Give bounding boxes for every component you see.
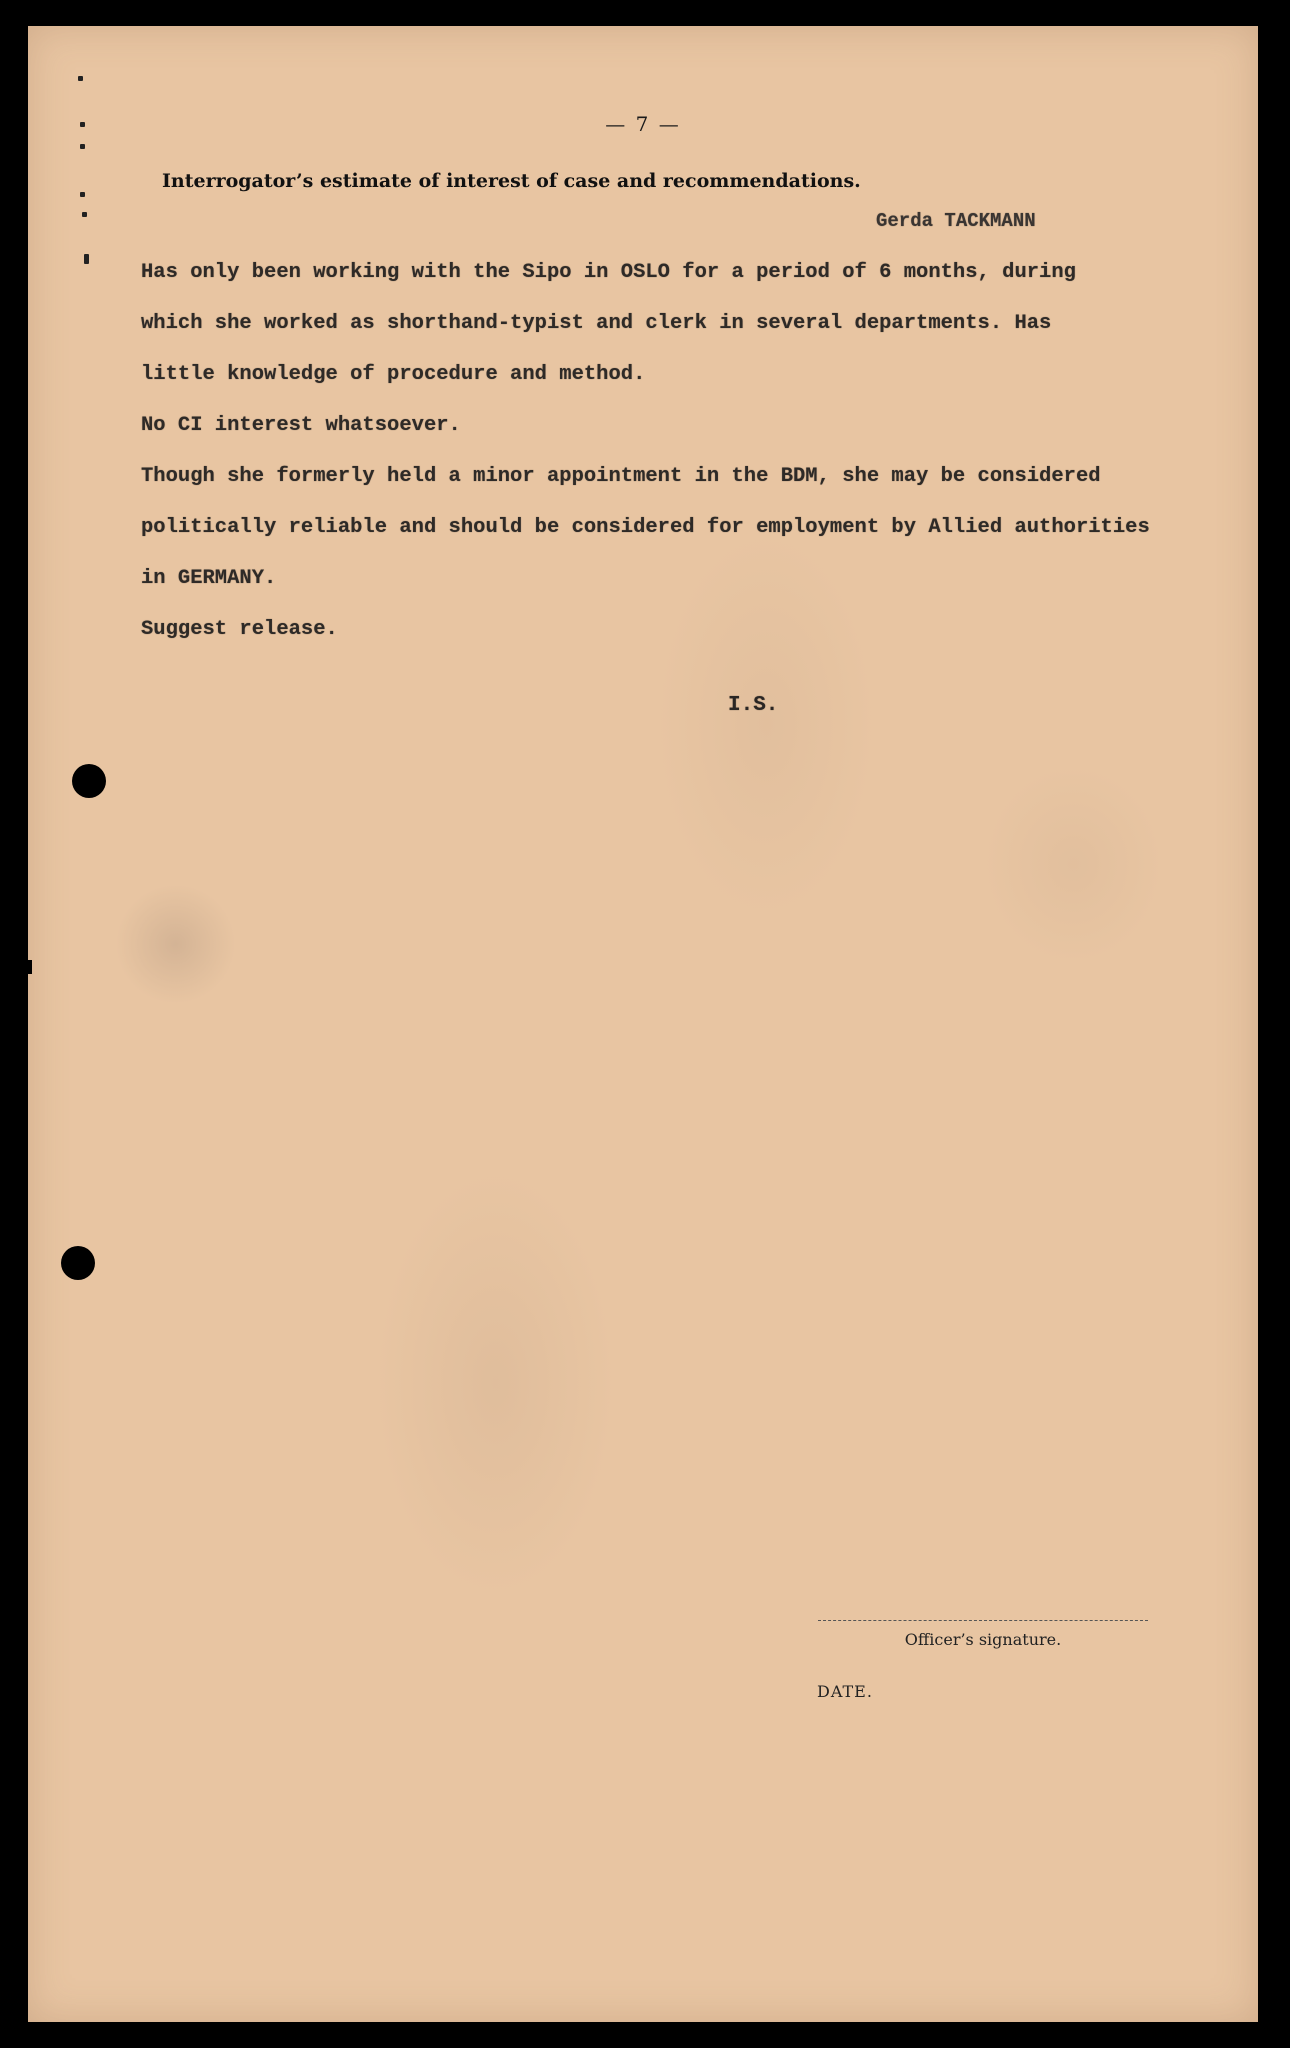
margin-mark (84, 254, 89, 264)
body-line: in GERMANY. (141, 567, 277, 590)
body-line: which she worked as shorthand-typist and clerk in several departments. Has (141, 312, 1052, 335)
page-number: — 7 — (605, 112, 681, 136)
margin-mark (82, 212, 87, 217)
typist-initials: I.S. (728, 694, 779, 717)
assessment-body (141, 258, 1251, 666)
date-label: DATE. (817, 1682, 873, 1701)
edge-notch (24, 960, 32, 974)
body-line: No CI interest whatsoever. (141, 414, 461, 437)
body-line: Has only been working with the Sipo in OSLO for a period of 6 months, during (141, 261, 1076, 284)
body-line: Though she formerly held a minor appointment in the BDM, she may be considered (141, 465, 1101, 488)
section-heading: Interrogator’s estimate of interest of case and recommendations. (162, 170, 861, 192)
body-line: Suggest release. (141, 618, 338, 641)
subject-name: Gerda TACKMANN (876, 210, 1036, 232)
margin-mark (80, 192, 85, 197)
punch-hole-bottom (61, 1246, 95, 1280)
margin-mark (80, 144, 85, 149)
margin-mark (78, 76, 83, 81)
punch-hole-top (72, 764, 106, 798)
body-line: politically reliable and should be considered for employment by Allied authorities (141, 516, 1150, 539)
signature-line (818, 1620, 1148, 1621)
body-line: little knowledge of procedure and method. (141, 363, 646, 386)
signature-label: Officer’s signature. (904, 1630, 1062, 1649)
document-page (28, 26, 1258, 2022)
